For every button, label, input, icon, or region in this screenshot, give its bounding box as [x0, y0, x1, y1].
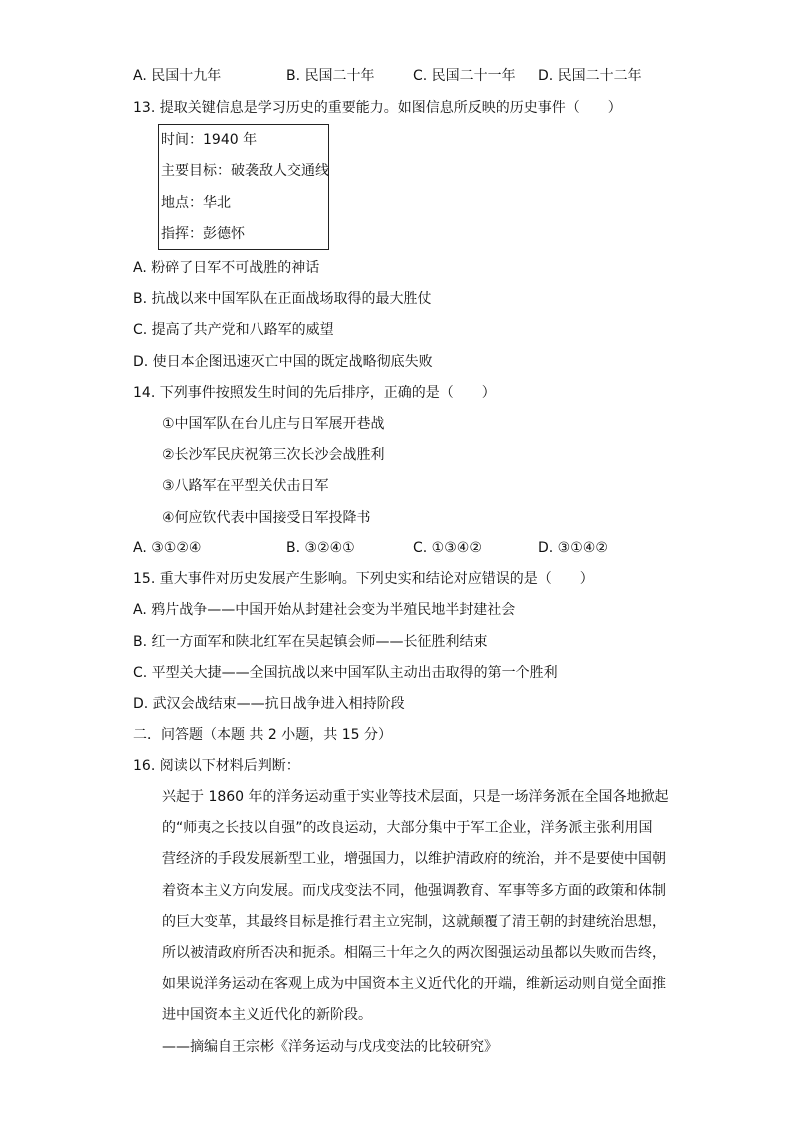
q14-option-b[interactable]: B. ③②④①	[286, 540, 355, 556]
q16-paragraph-line-6: 所以被清政府所否决和扼杀。相隔三十年之久的两次图强运动虽都以失败而告终，	[162, 945, 666, 961]
q14-item-4: ④何应钦代表中国接受日军投降书	[162, 510, 371, 526]
q13-option-a[interactable]: A. 粉碎了日军不可战胜的神话	[133, 260, 320, 276]
q16-paragraph-line-7: 如果说洋务运动在客观上成为中国资本主义近代化的开端，维新运动则自觉全面推	[162, 976, 666, 992]
q16-paragraph-line-1: 兴起于 1860 年的洋务运动重于实业等技术层面，只是一场洋务派在全国各地掀起	[162, 789, 669, 805]
q13-info-commander: 指挥：彭德怀	[161, 226, 245, 242]
q16-paragraph-line-3: 营经济的手段发展新型工业，增强国力，以维护清政府的统治，并不是要使中国朝	[162, 851, 666, 867]
q13-info-place: 地点：华北	[161, 195, 231, 211]
q13-stem: 13. 提取关键信息是学习历史的重要能力。如图信息所反映的历史事件（ ）	[133, 100, 622, 116]
q14-item-2: ②长沙军民庆祝第三次长沙会战胜利	[162, 447, 385, 463]
q15-option-d[interactable]: D. 武汉会战结束——抗日战争进入相持阶段	[133, 696, 405, 712]
q12-option-a[interactable]: A. 民国十九年	[133, 68, 222, 84]
q14-stem: 14. 下列事件按照发生时间的先后排序，正确的是（ ）	[133, 385, 496, 401]
q15-option-a[interactable]: A. 鸦片战争——中国开始从封建社会变为半殖民地半封建社会	[133, 602, 516, 618]
q14-option-d[interactable]: D. ③①④②	[538, 540, 608, 556]
q12-option-c[interactable]: C. 民国二十一年	[413, 68, 516, 84]
q13-option-c[interactable]: C. 提高了共产党和八路军的威望	[133, 322, 334, 338]
q13-option-b[interactable]: B. 抗战以来中国军队在正面战场取得的最大胜仗	[133, 291, 432, 307]
q16-paragraph-line-5: 的巨大变革，其最终目标是推行君主立宪制，这就颠覆了清王朝的封建统治思想，	[162, 914, 666, 930]
q12-option-b[interactable]: B. 民国二十年	[286, 68, 375, 84]
q16-paragraph-line-2: 的“师夷之长技以自强”的改良运动，大部分集中于军工企业，洋务派主张利用国	[162, 820, 653, 836]
q16-source: ——摘编自王宗彬《洋务运动与戊戌变法的比较研究》	[162, 1039, 498, 1055]
q13-info-box	[158, 124, 329, 250]
q13-option-d[interactable]: D. 使日本企图迅速灭亡中国的既定战略彻底失败	[133, 354, 433, 370]
q16-paragraph-line-8: 进中国资本主义近代化的新阶段。	[162, 1007, 372, 1023]
q13-info-goal: 主要目标：破袭敌人交通线	[161, 163, 329, 179]
q15-option-b[interactable]: B. 红一方面军和陕北红军在吴起镇会师——长征胜利结束	[133, 634, 488, 650]
q16-paragraph-line-4: 着资本主义方向发展。而戊戌变法不同，他强调教育、军事等多方面的政策和体制	[162, 883, 666, 899]
section-2-title: 二．问答题（本题 共 2 小题，共 15 分）	[133, 727, 392, 743]
q13-info-time: 时间：1940 年	[161, 132, 258, 148]
q16-stem: 16. 阅读以下材料后判断：	[133, 758, 300, 774]
q14-item-3: ③八路军在平型关伏击日军	[162, 478, 329, 494]
q15-stem: 15. 重大事件对历史发展产生影响。下列史实和结论对应错误的是（ ）	[133, 571, 594, 587]
q15-option-c[interactable]: C. 平型关大捷——全国抗战以来中国军队主动出击取得的第一个胜利	[133, 665, 558, 681]
q12-option-d[interactable]: D. 民国二十二年	[538, 68, 642, 84]
q14-item-1: ①中国军队在台儿庄与日军展开巷战	[162, 416, 385, 432]
q14-option-a[interactable]: A. ③①②④	[133, 540, 202, 556]
q14-option-c[interactable]: C. ①③④②	[413, 540, 482, 556]
